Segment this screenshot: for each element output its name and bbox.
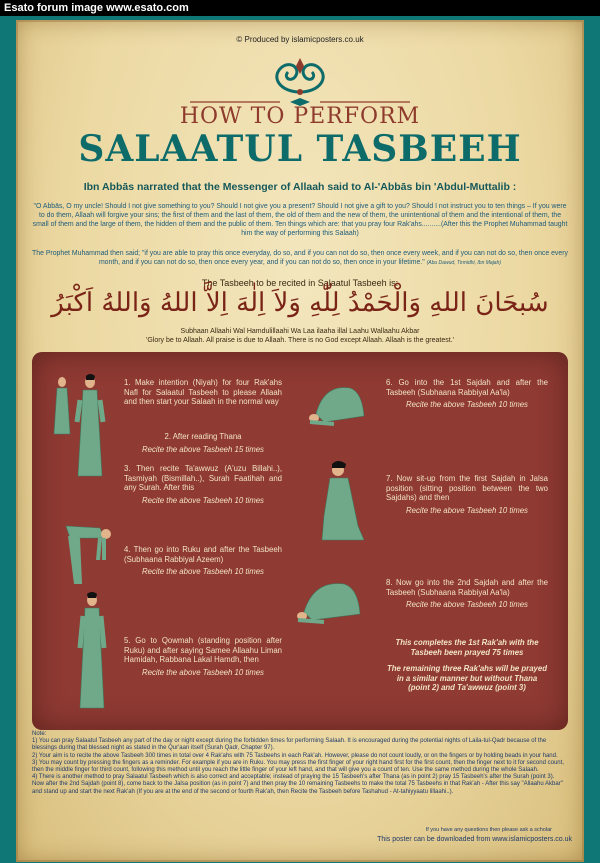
remaining-note: The remaining three Rak'ahs will be prayed in a similar manner but without Thana (point 2) and Ta'awwuz (point 3) — [386, 664, 547, 692]
step-7-text: 7. Now sit-up from the first Sajdah in Jalsa position (sitting position between the two Sajdahs) and then — [386, 474, 548, 502]
credit-line: © Produced by islamicposters.co.uk — [236, 35, 364, 44]
tasbeeh-arabic: سُبحَانَ اللهِ وَالْحَمْدُ لِلّٰهِ وَلاَ اِلٰهَ اِلاَّ اللهُ وَاللهُ اَكْبَرُ — [51, 288, 549, 318]
sajdah-figure-icon — [304, 374, 372, 432]
step-8 — [386, 578, 548, 610]
sajdah-2-figure-icon — [290, 570, 370, 630]
step-4-text: 4. Then go into Ruku and after the Tasbeeh (Subhaana Rabbiyal Azeem) — [124, 545, 282, 564]
step-5 — [124, 636, 282, 677]
hadith-para2: The Prophet Muhammad then said; "if you are able to pray this once everyday, do so, and if you can not do so, then once every week, and if you can not do so, then once every month, and if you can not do so, then once every year, and if you can not do so, then once in your lifetime." — [32, 250, 568, 266]
step-7 — [386, 474, 548, 515]
download-link[interactable]: This poster can be downloaded from www.islamicposters.co.uk — [377, 836, 572, 843]
note-2: 2) Your aim is to recite the above Tasbeeh 300 times in total over 4 Rak'ahs with 75 Tasbeehs in each Rak'ah. However, please do not count loudly, or on the fingers or by holding beads in your hand. — [32, 752, 558, 759]
notes-label: Note: — [32, 731, 47, 737]
step-1: 1. Make intention (Niyah) for four Rak'ahs Nafl for Salaatul Tasbeeh to please Allaah and then start your Salaah in the normal way — [124, 378, 282, 406]
title-line-1: HOW TO PERFORM — [179, 104, 421, 129]
step-2 — [124, 432, 282, 454]
step-3-repeat: Recite the above Tasbeeh 10 times — [142, 495, 264, 505]
step-3 — [124, 464, 282, 505]
step-8-text: 8. Now go into the 2nd Sajdah and after the Tasbeeh (Subhaana Rabbiyal Aa'la) — [386, 578, 548, 597]
step-7-repeat: Recite the above Tasbeeh 10 times — [406, 505, 528, 515]
step-5-repeat: Recite the above Tasbeeh 10 times — [142, 667, 264, 677]
narration: Ibn Abbās narrated that the Messenger of Allaah said to Al-'Abbās bin 'Abdul-Muttalib : — [83, 181, 517, 193]
note-4: 4) There is another method to pray Salaatul Tasbeeh which is also correct and acceptable; instead of praying the 15 Tasbeeh's after Thana (as in point 2) pray 15 Tasbeeh's after the Surah (point 3). Now after the 2nd Sajdah (point 8), come back to the Jalsa position (as in point 7) and then pray the 10 remaining Tasbeehs to make the total 75 Tasbeehs in that Rak'ah - After this say "Allaahu Akbar" and stand up and start the next Rak'ah (If you are at the end of the second or fourth Rak'ah, then Recite the Tasbeeh before Tashahud - At-tahiyyaatu lillaahi..). — [32, 774, 563, 795]
ornament-icon — [240, 52, 360, 100]
forum-watermark: Esato forum image www.esato.com — [0, 0, 600, 16]
qowmah-figure-icon — [74, 590, 110, 714]
hadith-source: (Abu Dawud, Tirmidhi, Ibn Majah) — [426, 260, 502, 266]
step-5-text: 5. Go to Qowmah (standing position after Ruku) and after saying Samee Allaahu Liman Hamidah, Rabbana Lakal Hamdh, then — [124, 636, 282, 664]
step-2-text: 2. After reading Thana — [164, 432, 242, 441]
note-1: 1) You can pray Salaatul Tasbeeh any part of the day or night except during the forbidden times for performing Salaah. It is encouraged during the potential nights of Laila-tul-Qadr because of the blessings during that blessed night as stated in the Qur'aan itself (Surah Qadr, Chapter 97). — [32, 738, 547, 752]
standing-figure-icon — [48, 372, 116, 484]
notes-section — [32, 731, 568, 796]
tasbeeh-translation: 'Glory be to Allaah. All praise is due to Allaah. There is no God except Allaah. Allaah is the greatest.' — [145, 337, 454, 344]
step-6-text: 6. Go into the 1st Sajdah and after the Tasbeeh (Subhaana Rabbiyal Aa'la) — [386, 378, 548, 397]
step-4-repeat: Recite the above Tasbeeh 10 times — [142, 567, 264, 576]
tasbeeh-transliteration: Subhaan Allaahi Wal Hamdulillaahi Wa Laa ilaaha illal Laahu Wallaahu Akbar — [180, 328, 420, 335]
step-6-repeat: Recite the above Tasbeeh 10 times — [406, 400, 528, 409]
hadith-text: "O Abbās, O my uncle! Should I not give something to you? Should I not give you a present? Should I not give a gift to you? Should I not instruct you to ten things – If you were to do them, Allaah will forgive your sins; the first of them and the last of them, the old of them and the new of them, the unintentional of them and the intentional of them, the small of them and the large of them, the hidden of them and the public of them. Ten things which are: that you pray four Rak'ahs..........(After this the Prophet Muhammad taught him the way of performing this Salaah) — [32, 203, 568, 237]
note-3: 3) You may count by pressing the fingers as a reminder. For example if you are in Ruku. You may press the first finger of your right hand first for the first count, then the finger next to it for second count, then the middle finger for third count, following this method until you reach the little finger of your left hand, and that will give you a count of ten. Use the same method during the whole Salaah. — [32, 759, 564, 774]
completion-note: This completes the 1st Rak'ah with the Tasbeeh been prayed 75 times — [395, 638, 539, 657]
tasbeeh-heading: The Tasbeeh to be recited in Salaatul Tasbeeh is: — [201, 278, 399, 288]
jalsa-figure-icon — [318, 456, 370, 546]
hadith-continuation — [32, 249, 568, 268]
contact-note: If you have any questions then please ask a scholar — [425, 827, 552, 833]
ruku-figure-icon — [60, 516, 116, 586]
step-8-repeat: Recite the above Tasbeeh 10 times — [406, 600, 528, 609]
step-6 — [386, 378, 548, 410]
step-3-text: 3. Then recite Ta'awwuz (A'uzu Billahi..), Tasmiyah (Bismillah..), Surah Faatihah and any Surah. After this — [124, 464, 282, 492]
step-2-repeat: Recite the above Tasbeeh 15 times — [142, 444, 264, 454]
step-4 — [124, 545, 282, 577]
page-title: SALAATUL TASBEEH — [78, 128, 522, 170]
